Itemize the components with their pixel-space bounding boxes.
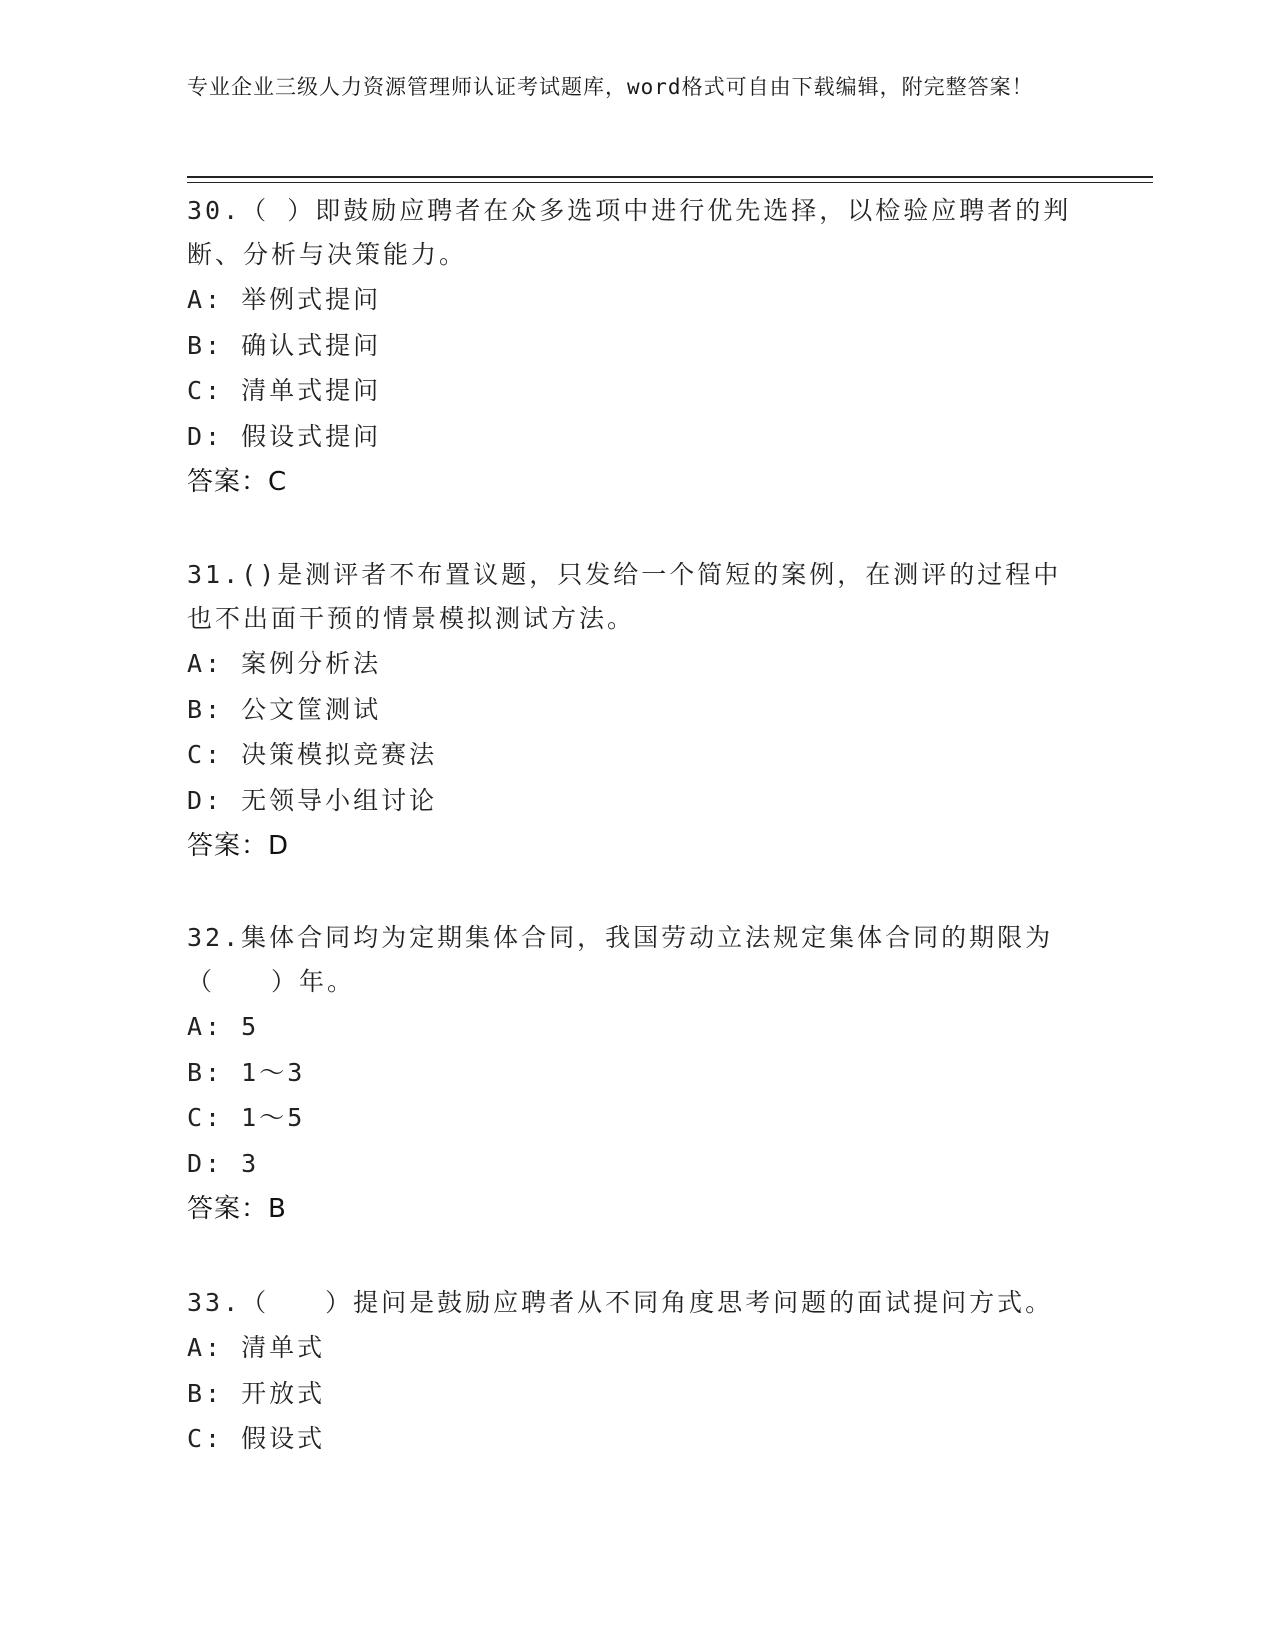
answer: 答案：D [187, 831, 290, 861]
question-stem: 31.()是测评者不布置议题，只发给一个简短的案例，在测评的过程中也不出面干预的情景模拟测试方法。 [187, 560, 1062, 633]
option-d: D: 假设式提问 [187, 421, 382, 451]
question-stem: 30.（ ）即鼓励应聘者在众多选项中进行优先选择，以检验应聘者的判断、分析与决策能力。 [187, 196, 1072, 269]
option-a: A: 5 [187, 1012, 260, 1041]
question-stem: 32.集体合同均为定期集体合同，我国劳动立法规定集体合同的期限为（ ）年。 [187, 923, 1054, 996]
option-b: B: 开放式 [187, 1378, 326, 1408]
header-divider-thin [187, 182, 1153, 183]
answer: 答案：B [187, 1194, 287, 1224]
question-31 [187, 553, 1087, 869]
option-b: B: 1～3 [187, 1057, 306, 1087]
answer: 答案：C [187, 467, 288, 497]
option-c: C: 1～5 [187, 1103, 306, 1132]
question-30 [187, 189, 1087, 505]
question-33 [187, 1281, 1087, 1462]
header-divider-thick [187, 176, 1153, 178]
option-a: A: 案例分析法 [187, 649, 382, 678]
option-c: C: 假设式 [187, 1424, 326, 1453]
option-a: A: 清单式 [187, 1333, 326, 1362]
option-b: B: 确认式提问 [187, 330, 382, 360]
question-32 [187, 916, 1087, 1232]
option-c: C: 决策模拟竞赛法 [187, 740, 438, 769]
question-stem: 33.（ ）提问是鼓励应聘者从不同角度思考问题的面试提问方式。 [187, 1288, 1054, 1317]
option-d: D: 无领导小组讨论 [187, 785, 438, 815]
option-a: A: 举例式提问 [187, 285, 382, 314]
option-b: B: 公文筐测试 [187, 694, 382, 724]
document-header: 专业企业三级人力资源管理师认证考试题库，word格式可自由下载编辑，附完整答案！ [187, 75, 1034, 99]
option-d: D: 3 [187, 1148, 260, 1178]
option-c: C: 清单式提问 [187, 376, 382, 405]
